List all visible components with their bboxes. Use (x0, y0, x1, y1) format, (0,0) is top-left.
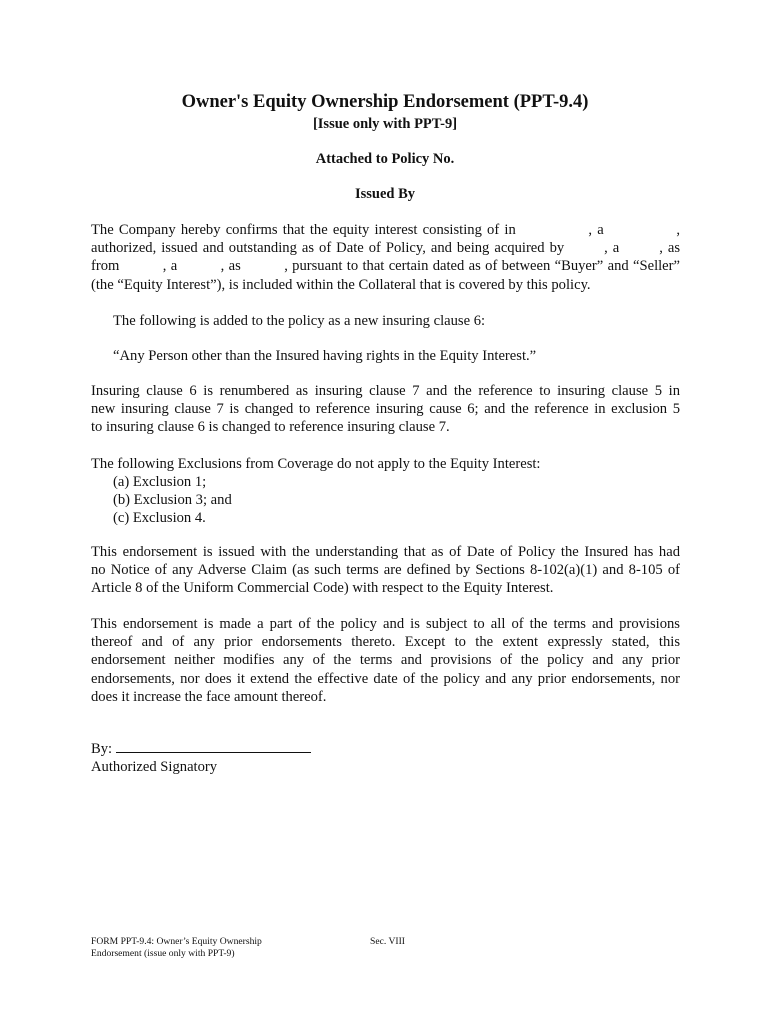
list-item: (a) Exclusion 1; (113, 474, 207, 490)
text-line: thereof and of any prior endorsements thereto. Except to the extent expressly stated, this (91, 634, 680, 651)
text-line: The Company hereby confirms that the equity interest consisting of in , a , (91, 222, 680, 238)
terms-paragraph (91, 615, 680, 706)
text-line: endorsements, nor does it extend the effective date of the policy and any prior endorsements, nor (91, 670, 680, 687)
exclusions-intro: The following Exclusions from Coverage do not apply to the Equity Interest: (91, 456, 541, 472)
page-title: Owner's Equity Ownership Endorsement (PPT-9.4) (181, 92, 589, 112)
list-item: (c) Exclusion 4. (113, 510, 206, 527)
text-line: (the “Equity Interest”), is included within the Collateral that is covered by this policy. (91, 276, 591, 293)
adverse-claim-paragraph (91, 543, 680, 598)
text-line: This endorsement is made a part of the policy and is subject to all of the terms and provisions (91, 616, 680, 632)
issued-by: Issued By (354, 186, 416, 202)
insuring-clause-6-quote: “Any Person other than the Insured having rights in the Equity Interest.” (113, 348, 537, 364)
text-line: new insuring clause 7 is changed to reference insuring cause 6; and the reference in exclusion 5 (91, 401, 680, 418)
attached-to-policy: Attached to Policy No. (315, 151, 455, 167)
form-footer (91, 936, 262, 960)
added-clause-intro: The following is added to the policy as a new insuring clause 6: (113, 313, 486, 329)
text-line: no Notice of any Adverse Claim (as such terms are defined by Sections 8-102(a)(1) and 8-105 of (91, 562, 680, 579)
text-line: from , a , as , pursuant to that certain dated as of between “Buyer” and “Seller” (91, 258, 680, 275)
renumbering-paragraph (91, 382, 680, 437)
text-line: does it increase the face amount thereof. (91, 688, 327, 705)
signature-line (91, 740, 311, 758)
text-line: authorized, issued and outstanding as of Date of Policy, and being acquired by , a , as (91, 240, 680, 257)
section-label: Sec. VIII (370, 936, 405, 947)
confirmation-paragraph (91, 221, 680, 294)
text-line: endorsement neither modifies any of the terms and provisions of the policy and any prior (91, 652, 680, 669)
text-line: Article 8 of the Uniform Commercial Code) with respect to the Equity Interest. (91, 580, 554, 597)
form-id: FORM PPT-9.4: Owner’s Equity Ownership (91, 936, 262, 947)
form-description: Endorsement (issue only with PPT-9) (91, 948, 235, 959)
issue-note: [Issue only with PPT-9] (312, 116, 458, 132)
by-label: By: (91, 741, 113, 757)
signature-field[interactable] (116, 740, 311, 753)
exclusions-list (113, 473, 232, 528)
text-line: Insuring clause 6 is renumbered as insuring clause 7 and the reference to insuring clause 5 in (91, 383, 680, 399)
signatory-role: Authorized Signatory (91, 759, 218, 775)
list-item: (b) Exclusion 3; and (113, 492, 232, 509)
text-line: to insuring clause 6 is changed to reference insuring clause 7. (91, 419, 450, 436)
text-line: This endorsement is issued with the understanding that as of Date of Policy the Insured has had (91, 544, 680, 560)
